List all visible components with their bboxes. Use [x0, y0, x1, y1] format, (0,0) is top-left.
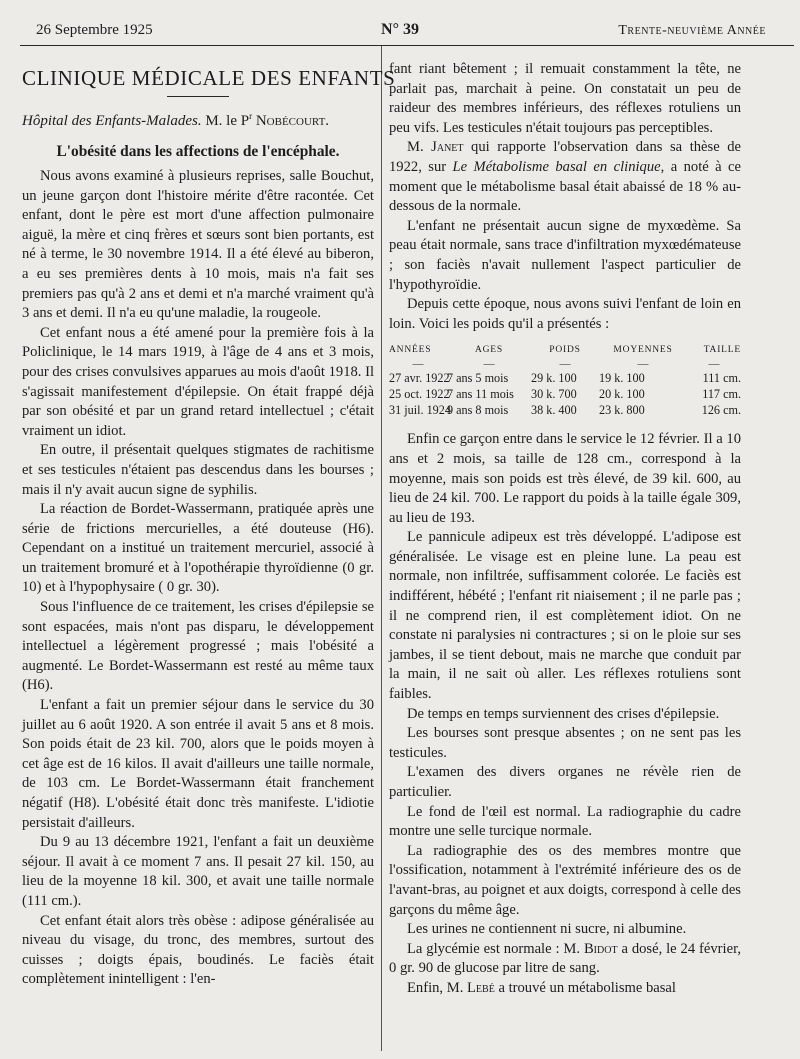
text-span: La glycémie est normale : M.	[407, 940, 584, 957]
text-span: , a noté à ce moment que le métabolisme basal était abaissé de 18 % au-dessous de la normale.	[389, 158, 742, 215]
paragraph: L'enfant ne présentait aucun signe de myxœdème. Sa peau était normale, sans trace d'infiltration myxœdémateuse ; son faciès n'avait nullement l'aspect particulier de l'hypothyroïdie.	[389, 217, 741, 293]
hospital-name: Hôpital des Enfants-Malades.	[22, 113, 202, 129]
paragraph: Du 9 au 13 décembre 1921, l'enfant a fait un deuxième séjour. Il avait à ce moment 7 ans. Il pesait 27 kil. 150, au lieu de la moyenne 18 kil. 300, et avait une taille normale (111 cm.).	[22, 834, 374, 909]
paragraph: De temps en temps surviennent des crises d'épilepsie.	[407, 705, 720, 722]
paragraph-janet	[389, 138, 741, 216]
paragraph: Les urines ne contiennent ni sucre, ni albumine.	[407, 921, 687, 938]
paragraph: L'enfant a fait un premier séjour dans le service du 30 juillet au 6 août 1920. A son entrée il avait 5 ans et 8 mois. Son poids était de 23 kil. 700, alors que le poids moyen à cet âge est de 16 kilos. Il avait d'ailleurs une taille normale, de 103 cm. Le Bordet-Wassermann était franchement négatif (H8). L'obésité était donc très manifeste. L'idiotie persistait d'ailleurs.	[22, 697, 374, 831]
paragraph: La radiographie des os des membres montre que l'ossification, notamment à l'extrémité inférieure des os de l'avant-bras, au poignet et aux doigts, correspond à celle des garçons du même âge.	[389, 842, 741, 918]
table-header: ANNÉES	[389, 345, 432, 356]
paragraph: Depuis cette époque, nous avons suivi l'enfant de loin en loin. Voici les poids qu'il a présentés :	[389, 296, 741, 332]
hospital-line	[22, 105, 374, 132]
page-header	[22, 22, 778, 44]
table-header: TAILLE	[703, 345, 741, 356]
header-rule	[20, 45, 794, 46]
column-separator	[381, 46, 382, 1051]
paragraph: Cet enfant était alors très obèse : adipose généralisée au niveau du visage, du tronc, des membres, surtout des cuisses ; doigts épais, boudinés. Le faciès était complètement inintelligent : l'en-	[22, 912, 374, 988]
table-cell: 7 ans 11 mois	[447, 387, 514, 402]
table-row	[389, 386, 741, 402]
table-header: MOYENNES	[613, 345, 673, 356]
author-name: Bidot	[583, 940, 618, 957]
left-column	[22, 60, 396, 990]
paragraph: Nous avons examiné à plusieurs reprises, salle Bouchut, un jeune garçon dont l'histoire mérite d'être racontée. Cet enfant, dont le père est mort d'une affection pulmonaire aiguë, la mère et cinq frères et sœurs sont bien portants, est né à terme, le 30 novembre 1914. Il a été élevé au biberon, a eu ses premières dents à 10 mois, mais n'a fait ses premiers pas qu'à 2 ans et demi et n'a marché vraiment qu'à 3 ans et demi. Il n'a eu qu'une maladie, la rougeole.	[22, 168, 374, 322]
paragraph-lebe	[389, 979, 741, 999]
section-rule	[167, 96, 229, 97]
paragraph: Les bourses sont presque absentes ; on ne sent pas les testicules.	[389, 725, 741, 761]
paragraph: Cet enfant nous a été amené pour la première fois à la Policlinique, le 14 mars 1919, à l'âge de 4 ans et 3 mois, pour des crises convulsives apparues au mois d'août 1918. Il s'agissait manifestement d'épilepsie. On était frappé déjà par son obésité et par un grand retard intellectuel ; c'était vraiment un idiot.	[22, 324, 374, 439]
table-cell: 25 oct. 1922	[389, 387, 450, 402]
hospital-sup: r	[249, 111, 253, 121]
table-header-row	[389, 342, 741, 358]
paragraph: Le fond de l'œil est normal. La radiographie du cadre montre une selle turcique normale.	[389, 803, 741, 840]
paragraph: L'examen des divers organes ne révèle rien de particulier.	[389, 764, 741, 800]
table-header: AGES	[474, 345, 503, 356]
table-header: POIDS	[549, 345, 581, 356]
issue-year: Trente-neuvième Année	[618, 23, 766, 38]
right-column	[389, 60, 741, 999]
paragraph: Enfin ce garçon entre dans le service le 12 février. Il a 10 ans et 2 mois, sa taille de 128 cm., correspond à la moyenne, mais son poids est très élevé, de 39 kil. 600, au lieu de 24 kil. 700. Le rapport du poids à la taille égale 309, au lieu de 193.	[389, 431, 741, 526]
article-title: L'obésité dans les affections de l'encéphale.	[56, 143, 340, 160]
table-cell: 38 k. 400	[531, 403, 577, 418]
table-cell: 20 k. 100	[599, 387, 645, 402]
table-cell: 117 cm.	[702, 387, 741, 402]
issue-date: 26 Septembre 1925	[36, 22, 153, 38]
paragraph: Le pannicule adipeux est très développé. L'adipose est généralisée. Le visage est en pleine lune. La peau est normale, non infiltrée, suffisamment colorée. Le faciès est indifférent, hébété ; l'enfant rit niaisement ; il ne parle pas ; il ne comprend rien, il est complètement idiot. On ne constate ni paralysies ni contractures ; si on le ploie sur ses jambes, il se tient debout, mais ne marche que conduit par la main, il ne sait où aller. Les réflexes rotuliens sont faibles.	[389, 529, 741, 703]
paragraph: En outre, il présentait quelques stigmates de rachitisme et ses testicules n'étaient pas descendus dans les bourses ; mais il n'y avait aucun signe de syphilis.	[22, 442, 374, 498]
paragraph: La réaction de Bordet-Wassermann, pratiquée après une série de frictions mercurielles, a été douteuse (H6). Cependant on a institué un traitement mercuriel, associé à un traitement bromuré et à l'opothérapie thyroïdienne (0 gr. 10) et à l'hypophysaire ( 0 gr. 30).	[22, 501, 374, 596]
book-title: Le Métabolisme basal en clinique	[452, 158, 661, 175]
table-row	[389, 370, 741, 386]
table-cell: 7 ans 5 mois	[447, 371, 509, 386]
table-cell: 30 k. 700	[531, 387, 577, 402]
table-row	[389, 402, 741, 418]
hospital-prefix: M. le P	[205, 113, 250, 129]
section-title: CLINIQUE MÉDICALE DES ENFANTS	[22, 66, 396, 90]
table-cell: 31 juil. 1924	[389, 403, 451, 418]
paragraph: fant riant bêtement ; il remuait constamment la tête, ne parlait pas, marchait à peine. On constatait un peu de raideur des membres inférieurs, des réflexes rotuliens un peu vifs. Les testicules n'était toujours pas perceptibles.	[389, 61, 741, 136]
table-dash-row: — — — — —	[412, 358, 720, 371]
table-cell: 126 cm.	[701, 403, 741, 418]
table-cell: 27 avr. 1922	[389, 371, 450, 386]
table-cell: 111 cm.	[702, 371, 741, 386]
text-span: Enfin, M.	[407, 979, 467, 996]
table-cell: 29 k. 100	[531, 371, 577, 386]
table-cell: 23 k. 800	[599, 403, 645, 418]
table-cell: 19 k. 100	[599, 371, 645, 386]
weight-table	[389, 342, 741, 418]
text-span: qui rapporte l'observation dans sa thèse de 1922, sur	[389, 139, 741, 175]
text-span: a trouvé un métabolisme basal	[494, 979, 676, 996]
author-name: M. Janet	[407, 139, 464, 156]
author-name: Lebé	[467, 979, 495, 996]
paragraph: Sous l'influence de ce traitement, les crises d'épilepsie se sont espacées, mais n'ont pas disparu, le développement intellectuel a légèrement progressé ; mais l'obésité a augmenté. Le Bordet-Wassermann est resté au même taux (H6).	[22, 599, 374, 694]
text-span: a dosé, le 24 février, 0 gr. 90 de glucose par litre de sang.	[389, 940, 741, 977]
paragraph-bidot	[389, 940, 741, 979]
table-cell: 9 ans 8 mois	[447, 403, 509, 418]
issue-number: N° 39	[381, 21, 419, 38]
professor-name: Nobécourt.	[255, 113, 330, 129]
